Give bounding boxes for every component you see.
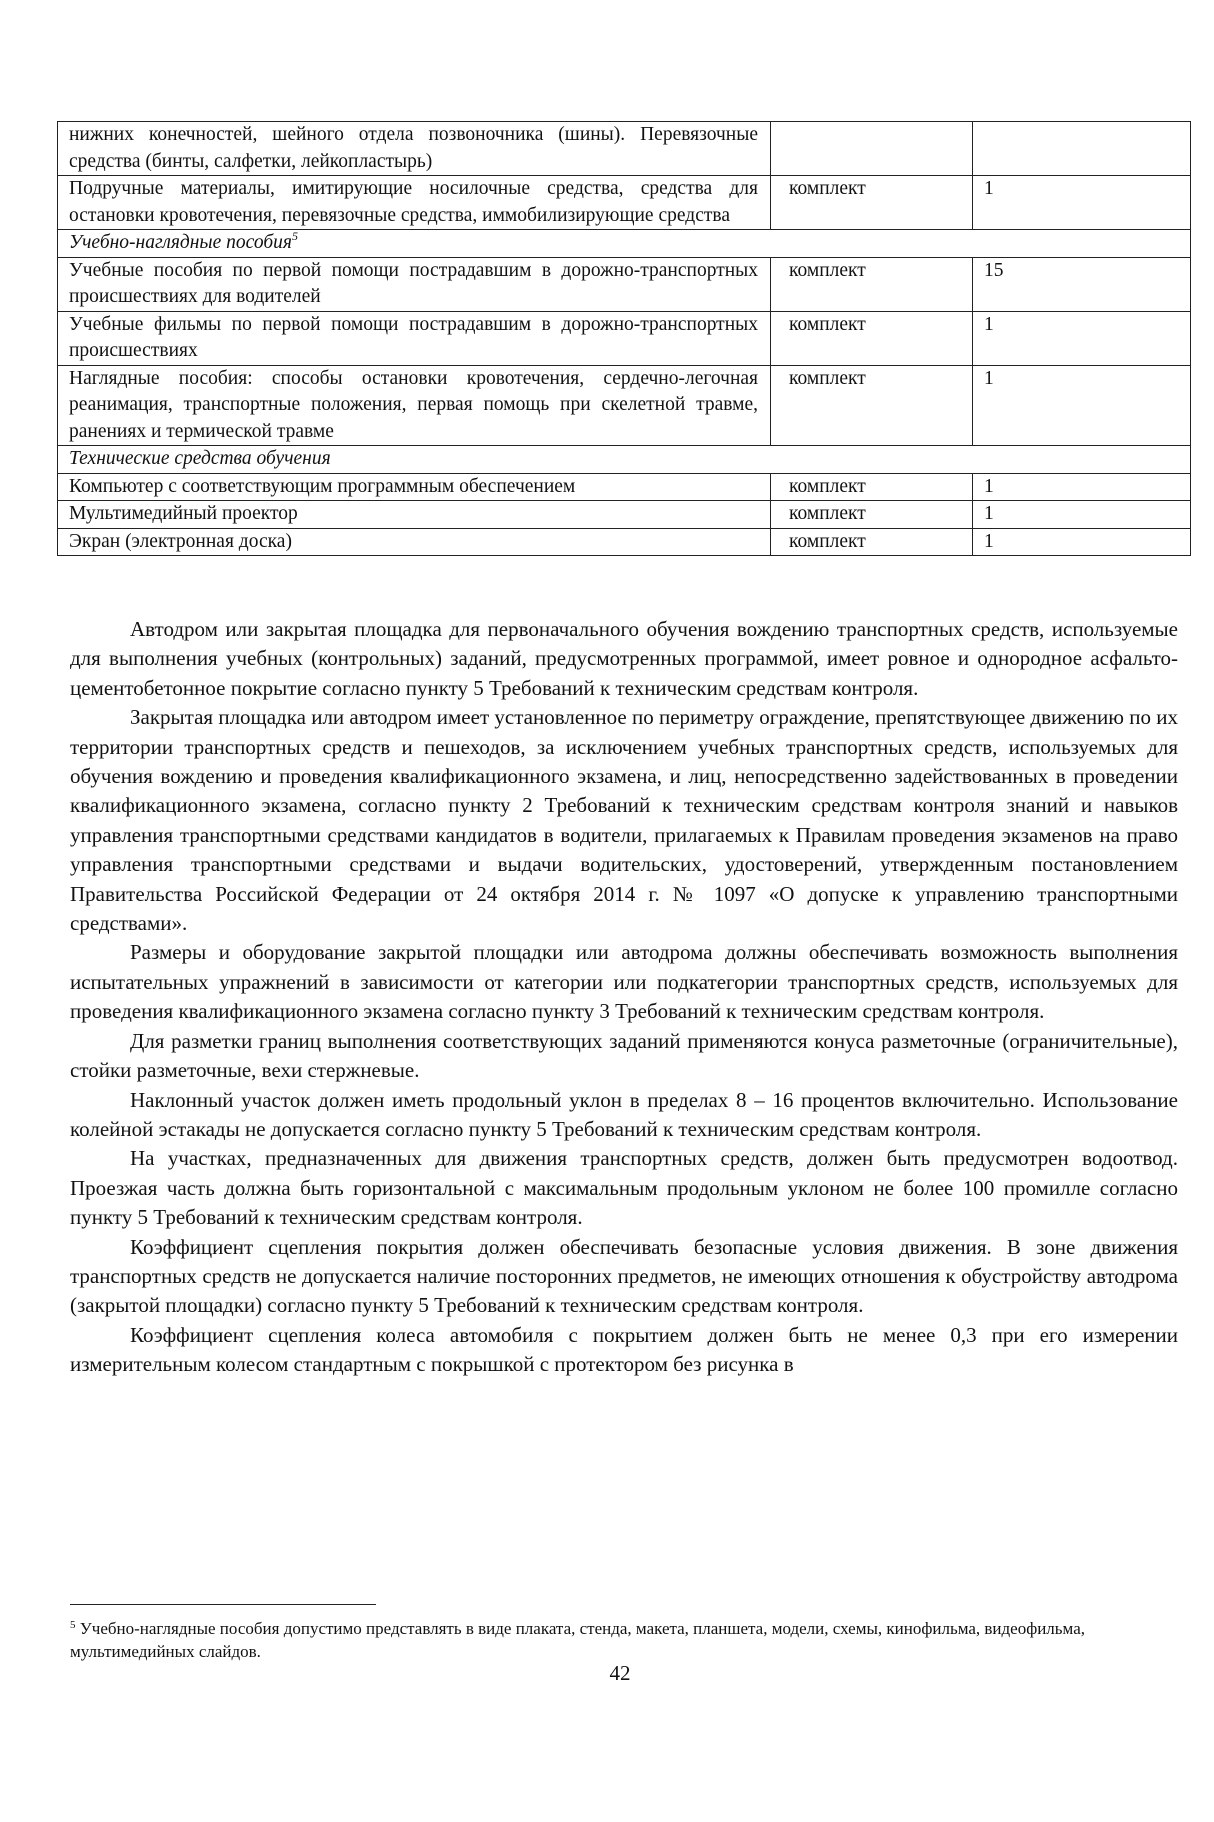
item-unit: комплект — [771, 528, 973, 556]
item-quantity: 1 — [973, 501, 1191, 529]
paragraph: Закрытая площадка или автодром имеет установленное по периметру ограждение, препятствующее движению по их территории транспортных средств и пешеходов, за исключением учебных транспортных средств, используемых для обучения вождению и проведения квалификационного экзамена, и лиц, непосредственно задействованных в проведении квалификационного экзамена, согласно пункту 2 Требований к техническим средствам контроля знаний и навыков управления транспортными средствами кандидатов в водители, прилагаемых к Правилам проведения экзаменов на право управления транспортными средствами и выдачи водительских, удостоверений, утвержденным постановлением Правительства Российской Федерации от 24 октября 2014 г. № 1097 «О допуске к управлению транспортными средствами». — [70, 705, 1178, 936]
page-number: 42 — [609, 1661, 631, 1685]
item-quantity: 1 — [973, 473, 1191, 501]
section-heading — [58, 230, 1191, 258]
table-row — [58, 257, 1191, 311]
item-quantity: 1 — [973, 176, 1191, 230]
section-heading — [58, 446, 1191, 474]
item-quantity: 1 — [973, 311, 1191, 365]
table-section-row — [58, 230, 1191, 258]
table-section-row — [58, 446, 1191, 474]
item-quantity: 15 — [973, 257, 1191, 311]
item-unit: комплект — [771, 473, 973, 501]
item-name: Мультимедийный проектор — [58, 501, 771, 529]
footnote-text: Учебно-наглядные пособия допустимо представлять в виде плаката, стенда, макета, планшета, модели, схемы, кинофильма, видеофильма, мультимедийных слайдов. — [70, 1619, 1085, 1661]
footnote-reference: 5 — [291, 229, 298, 243]
item-name: Наглядные пособия: способы остановки кровотечения, сердечно-легочная реанимация, транспортные положения, первая помощь при скелетной травме, ранениях и термической травме — [58, 365, 771, 446]
item-name: Учебные пособия по первой помощи пострадавшим в дорожно-транспортных происшествиях для водителей — [58, 257, 771, 311]
item-name: Экран (электронная доска) — [58, 528, 771, 556]
table-row — [58, 176, 1191, 230]
table-row — [58, 365, 1191, 446]
paragraph: Коэффициент сцепления покрытия должен обеспечивать безопасные условия движения. В зоне движения транспортных средств не допускается наличие посторонних предметов, не имеющих отношения к обустройству автодрома (закрытой площадки) согласно пункту 5 Требований к техническим средствам контроля. — [70, 1234, 1178, 1318]
item-name: Компьютер с соответствующим программным обеспечением — [58, 473, 771, 501]
paragraph: Для разметки границ выполнения соответствующих заданий применяются конуса разметочные (ограничительные), стойки разметочные, вехи стержневые. — [70, 1028, 1178, 1083]
item-unit: комплект — [771, 311, 973, 365]
section-heading-text: Технические средства обучения — [69, 448, 331, 469]
table-row — [58, 311, 1191, 365]
table-row — [58, 528, 1191, 556]
paragraph: На участках, предназначенных для движения транспортных средств, должен быть предусмотрен водоотвод. Проезжая часть должна быть горизонтальной с максимальным продольным уклоном не более 100 промилле согласно пункту 5 Требований к техническим средствам контроля. — [70, 1146, 1178, 1230]
item-unit: комплект — [771, 176, 973, 230]
footnote-separator — [70, 1604, 376, 1605]
item-quantity: 1 — [973, 365, 1191, 446]
paragraph: Размеры и оборудование закрытой площадки или автодрома должны обеспечивать возможность выполнения испытательных упражнений в зависимости от категории или подкатегории транспортных средств, используемых для проведения квалификационного экзамена согласно пункту 3 Требований к техническим средствам контроля. — [70, 940, 1178, 1024]
paragraph: Наклонный участок должен иметь продольный уклон в пределах 8 – 16 процентов включительно. Использование колейной эстакады не допускается согласно пункту 5 Требований к техническим средствам контроля. — [70, 1087, 1178, 1141]
item-name: Подручные материалы, имитирующие носилочные средства, средства для остановки кровотечения, перевязочные средства, иммобилизирующие средства — [58, 176, 771, 230]
item-unit: комплект — [771, 257, 973, 311]
item-unit — [771, 122, 973, 176]
section-heading-text: Учебно-наглядные пособия — [69, 232, 292, 253]
item-unit: комплект — [771, 365, 973, 446]
table-row — [58, 473, 1191, 501]
item-quantity — [973, 122, 1191, 176]
item-quantity: 1 — [973, 528, 1191, 556]
table-row — [58, 122, 1191, 176]
paragraph: Коэффициент сцепления колеса автомобиля с покрытием должен быть не менее 0,3 при его измерении измерительным колесом стандартным с покрышкой с протектором без рисунка в — [70, 1322, 1178, 1377]
equipment-table — [57, 121, 1191, 556]
footnote-mark: 5 — [70, 1619, 76, 1631]
table-row — [58, 501, 1191, 529]
item-name: Учебные фильмы по первой помощи пострадавшим в дорожно-транспортных происшествиях — [58, 311, 771, 365]
paragraph: Автодром или закрытая площадка для первоначального обучения вождению транспортных средств, используемые для выполнения учебных (контрольных) заданий, предусмотренных программой, имеет ровное и однородное асфальто- цементобетонное покрытие согласно пункту 5 Требований к техническим средствам контроля. — [70, 617, 1178, 700]
footnote — [70, 1617, 1178, 1663]
body-text — [70, 615, 1178, 1380]
item-name: нижних конечностей, шейного отдела позвоночника (шины). Перевязочные средства (бинты, салфетки, лейкопластырь) — [58, 122, 771, 176]
item-unit: комплект — [771, 501, 973, 529]
